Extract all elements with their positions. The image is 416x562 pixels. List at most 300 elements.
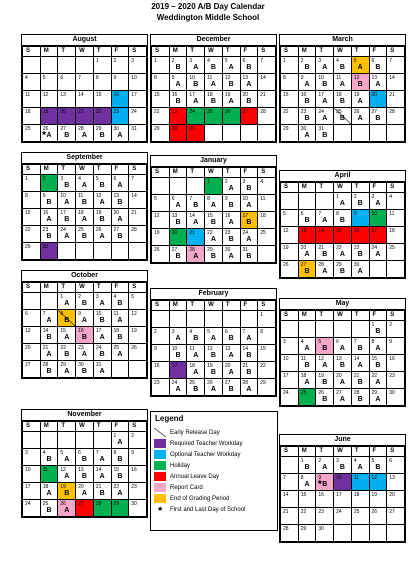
ab-day-letter: B: [304, 64, 310, 71]
weekday-header: M: [169, 168, 187, 178]
ab-day-letter: A: [304, 132, 310, 139]
day-number: 23: [171, 109, 178, 115]
day-cell: [387, 372, 405, 389]
weekday-header: T: [351, 183, 369, 193]
day-number: 4: [25, 75, 28, 81]
day-cell: [316, 227, 334, 244]
day-number: 2: [131, 433, 134, 439]
ab-day-letter: B: [46, 199, 52, 206]
weekday-header: M: [298, 311, 316, 321]
day-cell: [58, 361, 76, 378]
ab-day-letter: A: [46, 132, 52, 139]
day-cell: [281, 338, 299, 355]
day-number: 5: [371, 458, 375, 464]
weekday-header: F: [111, 165, 129, 175]
day-number: 29: [113, 501, 120, 507]
day-cell: [334, 338, 352, 355]
day-cell: [334, 355, 352, 372]
day-cell: [129, 293, 147, 310]
month-table: [280, 446, 405, 542]
day-number: 30: [113, 126, 120, 132]
day-number: 15: [207, 213, 213, 219]
day-cell: [298, 74, 316, 91]
day-number: 7: [42, 311, 46, 317]
day-cell: [58, 108, 76, 125]
day-cell: [316, 372, 334, 389]
day-cell: [76, 344, 94, 361]
day-cell: [316, 321, 334, 338]
month-february: [150, 288, 277, 397]
weekday-header: W: [334, 183, 352, 193]
day-cell: [334, 261, 352, 278]
day-number: 23: [353, 245, 360, 251]
ab-day-letter: B: [175, 219, 181, 226]
day-cell: [387, 210, 405, 227]
day-number: 30: [78, 362, 84, 368]
ab-day-letter: B: [339, 115, 345, 122]
week-row: [23, 243, 147, 260]
week-row: [281, 457, 405, 474]
ab-day-letter: B: [81, 456, 87, 463]
day-number: 26: [371, 509, 378, 515]
ab-day-letter: A: [81, 216, 87, 223]
day-cell: [23, 310, 41, 327]
day-cell: [58, 192, 76, 209]
day-cell: [334, 57, 352, 74]
day-number: 1: [154, 58, 157, 64]
day-cell: [298, 457, 316, 474]
day-number: 12: [60, 467, 66, 473]
day-number: 3: [131, 58, 134, 64]
day-cell: [369, 491, 387, 508]
day-number: 15: [336, 228, 342, 234]
ab-day-letter: A: [322, 217, 328, 224]
day-cell: [58, 483, 76, 500]
day-cell: [387, 338, 405, 355]
day-number: 21: [95, 484, 102, 490]
day-number: 23: [154, 380, 160, 386]
day-number: 11: [189, 346, 195, 352]
day-cell: [129, 500, 147, 517]
ab-day-letter: B: [375, 328, 381, 335]
week-row: [281, 474, 405, 491]
weekday-header: T: [222, 47, 240, 57]
day-cell: [298, 321, 316, 338]
day-number: 5: [154, 196, 157, 202]
day-cell: [298, 91, 316, 108]
day-number: 16: [42, 210, 49, 216]
week-row: [23, 500, 147, 517]
day-cell: [187, 195, 205, 212]
legend-swatch-pink: [154, 483, 166, 492]
ab-day-letter: B: [210, 352, 216, 359]
ab-day-letter: B: [246, 64, 252, 71]
day-number: 3: [189, 58, 193, 64]
day-cell: [93, 293, 111, 310]
day-number: 8: [95, 75, 99, 81]
ab-day-letter: A: [357, 464, 363, 471]
day-number: 1: [260, 312, 263, 318]
day-number: 28: [283, 526, 289, 532]
weekday-header: T: [58, 422, 76, 432]
ab-day-letter: B: [246, 219, 252, 226]
day-cell: [369, 321, 387, 338]
day-number: 21: [260, 92, 266, 98]
day-number: 24: [25, 501, 31, 507]
ab-day-letter: A: [99, 199, 105, 206]
week-row: [23, 449, 147, 466]
day-cell: [23, 466, 41, 483]
week-row: [152, 108, 276, 125]
day-cell: [298, 508, 316, 525]
ab-day-letter: B: [339, 464, 345, 471]
ab-day-letter: A: [64, 507, 70, 514]
month-table: [151, 167, 276, 263]
day-number: 17: [60, 210, 66, 216]
day-cell: [58, 175, 76, 192]
week-row: [281, 125, 405, 142]
ab-day-letter: A: [64, 334, 70, 341]
day-cell: [281, 457, 299, 474]
day-cell: [316, 525, 334, 542]
day-cell: [298, 227, 316, 244]
star-icon: ★: [41, 131, 47, 137]
month-table: [151, 46, 276, 142]
month-october: [21, 270, 148, 379]
day-number: 1: [336, 194, 339, 200]
day-number: 14: [78, 92, 84, 98]
day-number: 4: [189, 329, 193, 335]
ab-day-letter: A: [375, 81, 381, 88]
day-cell: [387, 457, 405, 474]
day-cell: [258, 74, 276, 91]
ab-day-letter: B: [64, 490, 70, 497]
ab-day-letter: A: [375, 345, 381, 352]
week-row: [281, 491, 405, 508]
day-number: 13: [60, 92, 66, 98]
ab-day-letter: B: [246, 98, 252, 105]
month-table: [280, 310, 405, 406]
day-cell: [298, 193, 316, 210]
day-cell: [205, 195, 223, 212]
day-cell: [205, 246, 223, 263]
day-number: 22: [95, 109, 102, 115]
ab-day-letter: A: [64, 456, 70, 463]
day-cell: [240, 125, 258, 142]
day-cell: [111, 192, 129, 209]
day-number: 12: [318, 356, 324, 362]
weekday-header: W: [76, 422, 94, 432]
day-cell: [334, 525, 352, 542]
ab-day-letter: A: [339, 379, 345, 386]
week-row: [281, 244, 405, 261]
week-row: [281, 74, 405, 91]
day-number: 13: [336, 356, 342, 362]
day-cell: [334, 91, 352, 108]
ab-day-letter: B: [64, 351, 70, 358]
day-cell: [40, 192, 58, 209]
week-row: [152, 178, 276, 195]
day-number: 26: [60, 501, 66, 507]
day-cell: [298, 261, 316, 278]
day-number: 5: [95, 176, 99, 182]
legend-swatch-blue: [154, 450, 166, 459]
day-cell: [93, 500, 111, 517]
day-number: 20: [336, 373, 342, 379]
day-number: 11: [113, 311, 119, 317]
legend-title: Legend: [155, 414, 184, 423]
ab-day-letter: B: [64, 317, 70, 324]
day-cell: [222, 125, 240, 142]
weekday-header: M: [298, 447, 316, 457]
early-release-slash-icon: [154, 428, 166, 437]
weekday-header: S: [129, 165, 147, 175]
day-number: 24: [371, 245, 378, 251]
day-cell: [187, 108, 205, 125]
day-cell: [334, 508, 352, 525]
day-cell: [316, 261, 334, 278]
day-cell: [351, 457, 369, 474]
day-cell: [298, 355, 316, 372]
day-cell: [111, 243, 129, 260]
day-number: 1: [113, 433, 117, 439]
day-cell: [222, 229, 240, 246]
ab-day-letter: B: [81, 233, 87, 240]
day-number: 13: [25, 328, 31, 334]
day-cell: [187, 212, 205, 229]
day-number: 9: [78, 311, 81, 317]
weekday-header: S: [23, 283, 41, 293]
day-cell: [205, 212, 223, 229]
weekday-header: S: [129, 283, 147, 293]
day-cell: [129, 344, 147, 361]
month-table: [22, 282, 147, 378]
day-number: 20: [25, 345, 31, 351]
weekday-header: T: [316, 311, 334, 321]
ab-day-letter: A: [193, 352, 199, 359]
day-cell: [258, 57, 276, 74]
weekday-header: S: [258, 47, 276, 57]
day-cell: [369, 261, 387, 278]
weekday-header: T: [93, 165, 111, 175]
ab-day-letter: B: [357, 345, 363, 352]
day-number: 17: [25, 484, 31, 490]
day-number: 31: [318, 126, 324, 132]
day-number: 20: [389, 492, 395, 498]
day-number: 11: [207, 75, 213, 81]
day-number: 23: [300, 109, 307, 115]
ab-day-letter: A: [228, 185, 234, 192]
ab-day-letter: A: [228, 369, 234, 376]
day-number: 3: [171, 329, 175, 335]
day-cell: [23, 344, 41, 361]
ab-day-letter: A: [81, 182, 87, 189]
day-cell: [316, 125, 334, 142]
weekday-header: W: [334, 447, 352, 457]
weekday-header: T: [187, 301, 205, 311]
day-number: 10: [131, 75, 137, 81]
week-row: [281, 108, 405, 125]
day-number: 14: [95, 467, 102, 473]
day-number: 14: [318, 228, 324, 234]
day-number: 11: [353, 475, 360, 481]
day-number: 24: [189, 109, 195, 115]
ab-day-letter: B: [339, 362, 345, 369]
day-number: 25: [389, 245, 395, 251]
day-cell: [152, 229, 170, 246]
day-number: 23: [78, 345, 84, 351]
day-cell: [387, 91, 405, 108]
day-number: 8: [113, 450, 117, 456]
legend-label: Holiday: [170, 463, 191, 469]
day-cell: [93, 91, 111, 108]
ab-day-letter: A: [304, 251, 310, 258]
day-cell: [222, 379, 240, 396]
day-cell: [129, 243, 147, 260]
day-number: 22: [113, 484, 120, 490]
week-row: [23, 91, 147, 108]
day-number: 6: [242, 58, 246, 64]
day-number: 23: [42, 227, 49, 233]
day-number: 4: [389, 194, 392, 200]
day-number: 16: [154, 363, 160, 369]
ab-day-letter: B: [117, 334, 123, 341]
weekday-header: S: [387, 47, 405, 57]
day-number: 19: [95, 210, 102, 216]
day-cell: [334, 372, 352, 389]
week-row: [152, 345, 276, 362]
day-cell: [369, 372, 387, 389]
day-number: 9: [300, 75, 304, 81]
week-row: [23, 310, 147, 327]
ab-day-letter: B: [81, 300, 87, 307]
day-number: 7: [260, 58, 263, 64]
day-number: 13: [300, 228, 307, 234]
day-cell: [240, 328, 258, 345]
ab-day-letter: A: [64, 233, 70, 240]
day-number: 21: [353, 373, 360, 379]
weekday-header: F: [240, 47, 258, 57]
day-cell: [152, 178, 170, 195]
day-cell: [76, 108, 94, 125]
weekday-header: S: [129, 422, 147, 432]
day-number: 9: [318, 475, 322, 481]
day-number: 17: [95, 328, 102, 334]
day-number: 19: [224, 92, 231, 98]
day-cell: [240, 74, 258, 91]
weekday-header: M: [40, 165, 58, 175]
day-number: 12: [42, 92, 49, 98]
day-number: 20: [224, 363, 231, 369]
day-number: 1: [300, 458, 304, 464]
day-number: 31: [242, 247, 249, 253]
day-cell: [187, 362, 205, 379]
weekday-header: S: [281, 183, 299, 193]
day-cell: [298, 57, 316, 74]
week-row: [281, 57, 405, 74]
ab-day-letter: A: [99, 233, 105, 240]
month-name: May: [280, 299, 405, 310]
day-number: 20: [60, 109, 66, 115]
day-cell: [111, 310, 129, 327]
day-cell: [58, 74, 76, 91]
day-cell: [351, 321, 369, 338]
day-number: 22: [25, 227, 31, 233]
week-row: [152, 74, 276, 91]
day-cell: [351, 193, 369, 210]
day-cell: [298, 474, 316, 491]
ab-day-letter: A: [246, 236, 252, 243]
star-icon: [154, 505, 166, 514]
day-number: 9: [171, 75, 175, 81]
weekday-header: W: [205, 47, 223, 57]
day-number: 26: [154, 247, 160, 253]
day-number: 15: [260, 346, 266, 352]
ab-day-letter: B: [246, 253, 252, 260]
week-row: [23, 125, 147, 142]
weekday-header: F: [111, 47, 129, 57]
ab-day-letter: A: [210, 81, 216, 88]
weekday-header: T: [93, 422, 111, 432]
day-number: 11: [300, 356, 306, 362]
day-cell: [169, 125, 187, 142]
day-cell: [129, 192, 147, 209]
day-number: 27: [25, 362, 31, 368]
day-number: 21: [42, 345, 49, 351]
day-number: 26: [131, 345, 137, 351]
day-number: 19: [60, 484, 66, 490]
week-row: [23, 209, 147, 226]
day-number: 14: [42, 328, 49, 334]
day-number: 3: [95, 294, 99, 300]
day-number: 16: [318, 492, 324, 498]
day-cell: [334, 389, 352, 406]
ab-day-letter: A: [304, 481, 310, 488]
weekday-header: T: [222, 301, 240, 311]
day-number: 9: [224, 196, 228, 202]
week-row: [152, 379, 276, 396]
legend-label: First and Last Day of School: [170, 507, 246, 513]
day-cell: [58, 500, 76, 517]
week-row: [23, 327, 147, 344]
ab-day-letter: A: [246, 202, 252, 209]
day-cell: [281, 355, 299, 372]
legend-swatch-red: [154, 472, 166, 481]
day-cell: [40, 466, 58, 483]
legend-item: [154, 439, 276, 448]
day-cell: [369, 338, 387, 355]
day-number: 29: [300, 526, 307, 532]
day-cell: [93, 327, 111, 344]
day-cell: [58, 226, 76, 243]
day-number: 21: [242, 363, 249, 369]
day-cell: [387, 355, 405, 372]
ab-day-letter: A: [81, 132, 87, 139]
ab-day-letter: A: [304, 345, 310, 352]
day-cell: [40, 74, 58, 91]
day-number: 10: [25, 467, 31, 473]
day-cell: [187, 328, 205, 345]
ab-day-letter: B: [99, 490, 105, 497]
legend-item: [154, 428, 276, 437]
day-number: 5: [318, 339, 322, 345]
day-number: 1: [371, 322, 375, 328]
day-number: 18: [207, 92, 213, 98]
day-number: 25: [300, 390, 307, 396]
day-cell: [187, 345, 205, 362]
day-number: 7: [78, 75, 81, 81]
day-cell: [111, 432, 129, 449]
